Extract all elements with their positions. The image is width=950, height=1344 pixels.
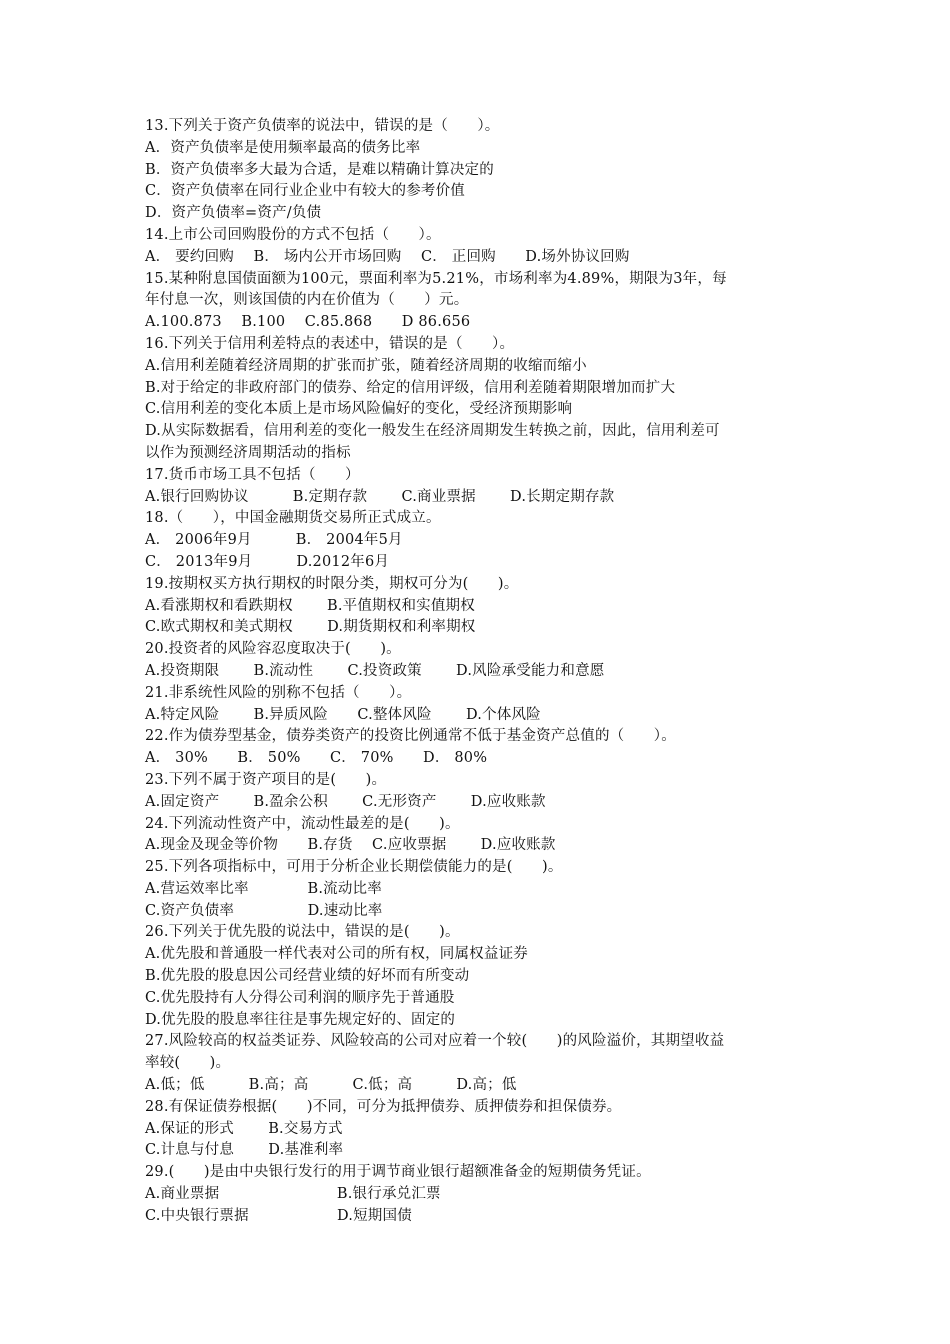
options-28-ab: A.保证的形式 B.交易方式 xyxy=(145,1120,343,1137)
question-22: 22.作为债券型基金，债券类资产的投资比例通常不低于基金资产总值的（ ）。 xyxy=(145,728,676,745)
options-18-ab: A． 2006年9月 B． 2004年5月 xyxy=(145,532,403,549)
question-15: 15.某种附息国债面额为100元，票面利率为5.21%，市场利率为4.89%，期限为3年，每 xyxy=(145,270,727,287)
options-28-cd: C.计息与付息 D.基准利率 xyxy=(145,1142,344,1159)
options-23: A.固定资产 B.盈余公积 C.无形资产 D.应收账款 xyxy=(145,793,546,810)
option-13-c: C．资产负债率在同行业企业中有较大的参考价值 xyxy=(145,183,465,200)
options-25-ab: A.营运效率比率 B.流动比率 xyxy=(145,880,382,897)
question-16: 16.下列关于信用利差特点的表述中，错误的是（ ）。 xyxy=(145,335,515,352)
question-14: 14.上市公司回购股份的方式不包括（ ）。 xyxy=(145,226,441,243)
option-16-d-cont: 以作为预测经济周期活动的指标 xyxy=(145,444,351,461)
question-26: 26.下列关于优先股的说法中，错误的是( )。 xyxy=(145,924,460,941)
option-26-d: D.优先股的股息率往往是事先规定好的、固定的 xyxy=(145,1011,456,1028)
options-24: A.现金及现金等价物 B.存货 C.应收票据 D.应收账款 xyxy=(145,837,556,854)
options-17: A.银行回购协议 B.定期存款 C.商业票据 D.长期定期存款 xyxy=(145,488,615,505)
options-25-cd: C.资产负债率 D.速动比率 xyxy=(145,902,383,919)
question-15-cont: 年付息一次，则该国债的内在价值为（ ）元。 xyxy=(145,292,469,309)
question-18: 18.（ ），中国金融期货交易所正式成立。 xyxy=(145,510,441,527)
option-26-c: C.优先股持有人分得公司利润的顺序先于普通股 xyxy=(145,989,455,1006)
exam-questions-page xyxy=(145,116,815,1228)
question-20: 20.投资者的风险容忍度取决于( )。 xyxy=(145,641,401,658)
options-18-cd: C． 2013年9月 D.2012年6月 xyxy=(145,553,390,570)
option-13-d: D．资产负债率=资产/负债 xyxy=(145,205,322,222)
question-25: 25.下列各项指标中，可用于分析企业长期偿债能力的是( )。 xyxy=(145,859,563,876)
question-29: 29.( )是由中央银行发行的用于调节商业银行超额准备金的短期债务凭证。 xyxy=(145,1164,651,1181)
options-19-ab: A.看涨期权和看跌期权 B.平值期权和实值期权 xyxy=(145,597,475,614)
question-21: 21.非系统性风险的别称不包括（ ）。 xyxy=(145,684,412,701)
options-27: A.低；低 B.高；高 C.低；高 D.高；低 xyxy=(145,1077,517,1094)
question-28: 28.有保证债券根据( )不同，可分为抵押债券、质押债券和担保债券。 xyxy=(145,1098,622,1115)
options-20: A.投资期限 B.流动性 C.投资政策 D.风险承受能力和意愿 xyxy=(145,662,605,679)
question-19: 19.按期权买方执行期权的时限分类，期权可分为( )。 xyxy=(145,575,519,592)
question-27: 27.风险较高的权益类证券、风险较高的公司对应着一个较( )的风险溢价，其期望收益 xyxy=(145,1033,725,1050)
options-14: A． 要约回购 B． 场内公开市场回购 C． 正回购 D.场外协议回购 xyxy=(145,248,630,265)
options-29-cd: C.中央银行票据 D.短期国债 xyxy=(145,1207,412,1224)
option-16-b: B.对于给定的非政府部门的债券、给定的信用评级，信用利差随着期限增加而扩大 xyxy=(145,379,676,396)
question-27-cont: 率较( )。 xyxy=(145,1055,231,1072)
option-26-b: B.优先股的股息因公司经营业绩的好坏而有所变动 xyxy=(145,968,470,985)
question-23: 23.下列不属于资产项目的是( )。 xyxy=(145,771,387,788)
question-24: 24.下列流动性资产中，流动性最差的是( )。 xyxy=(145,815,460,832)
option-26-a: A.优先股和普通股一样代表对公司的所有权，同属权益证券 xyxy=(145,946,528,963)
option-13-b: B．资产负债率多大最为合适，是难以精确计算决定的 xyxy=(145,161,494,178)
option-16-d: D.从实际数据看，信用利差的变化一般发生在经济周期发生转换之前，因此，信用利差可 xyxy=(145,423,720,440)
question-13: 13.下列关于资产负债率的说法中，错误的是（ ）。 xyxy=(145,118,500,134)
options-21: A.特定风险 B.异质风险 C.整体风险 D.个体风险 xyxy=(145,706,541,723)
options-15: A.100.873 B.100 C.85.868 D 86.656 xyxy=(145,314,471,331)
question-17: 17.货币市场工具不包括（ ） xyxy=(145,466,360,483)
option-13-a: A．资产负债率是使用频率最高的债务比率 xyxy=(145,139,421,156)
options-22: A． 30% B． 50% C． 70% D． 80% xyxy=(145,750,488,767)
options-19-cd: C.欧式期权和美式期权 D.期货期权和利率期权 xyxy=(145,619,476,636)
options-29-ab: A.商业票据 B.银行承兑汇票 xyxy=(145,1186,441,1203)
option-16-c: C.信用利差的变化本质上是市场风险偏好的变化，受经济预期影响 xyxy=(145,401,573,418)
option-16-a: A.信用利差随着经济周期的扩张而扩张，随着经济周期的收缩而缩小 xyxy=(145,357,587,374)
